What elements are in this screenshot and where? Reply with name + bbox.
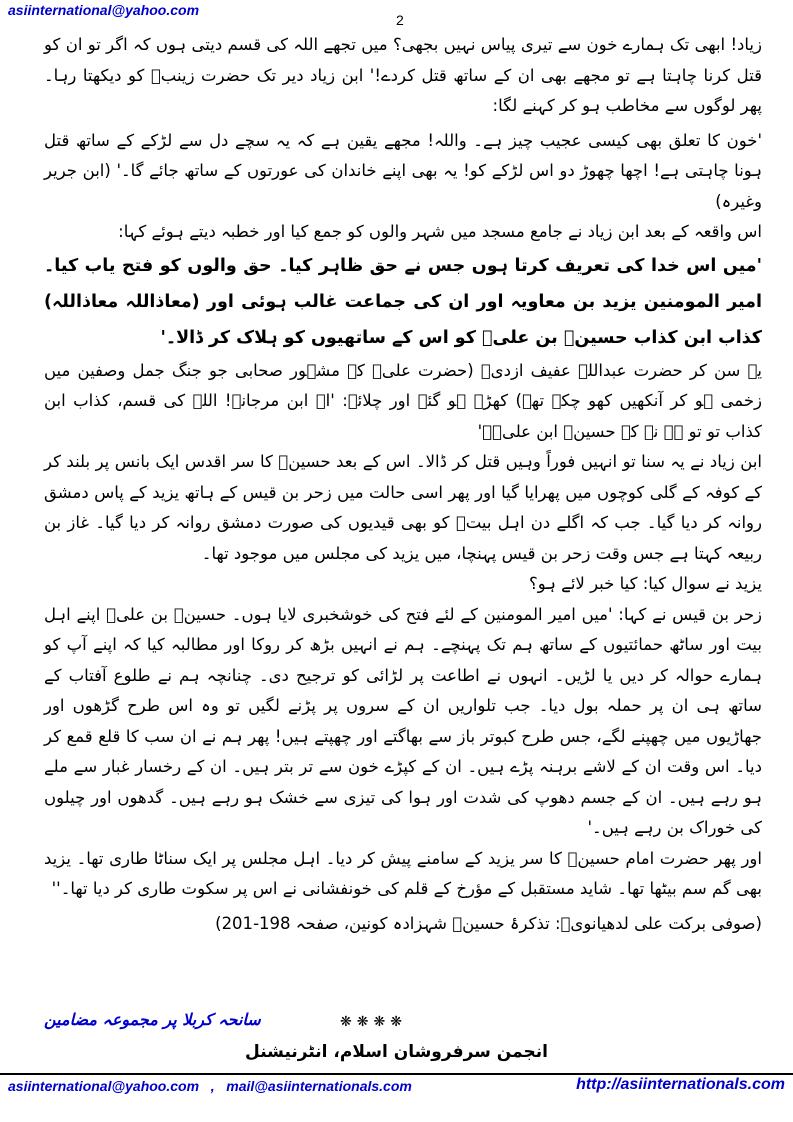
- ornament-divider: ❋❋❋❋: [340, 1014, 407, 1030]
- paragraph-7: یزید نے سوال کیا: کیا خبر لائے ہو؟: [528, 574, 762, 593]
- paragraph-8: زحر بن قیس نے کہا: 'میں امیر المومنین کے لئے فتح کی خوشخبری لایا ہوں۔ حسینؓ بن علیؓ اپنے اہل بیت اور ساٹھ حمائتیوں کے ساتھ ہم تک پہنچے۔ ہم نے انہیں بڑھ کر روکا اور مطالبہ کیا کہ اپنے آپ کو ہمارے حوالہ کر دیں یا لڑیں۔ انہوں نے اطاعت پر لڑائی کو ترجیح دی۔ چنانچہ ہم نے طلوع آفتاب کے ساتھ ہی ان پر حملہ بول دیا۔ جب تلواریں ان کے سروں پر پڑنے لگیں تو وہ اس طرح گڑھوں اور جھاڑیوں میں چھپنے لگے، جس طرح کبوتر باز سے بھاگتے اور چھپتے ہیں! پھر ہم نے ان سب کا قلع قمع کر دیا۔ اس وقت ان کے لاشے برہنہ پڑے ہیں۔ ان کے کپڑے خون سے تر بتر ہیں۔ ان کے رخسار غبار سے ملے ہو رہے ہیں۔ ان کے جسم دھوپ کی شدت اور ہوا کی تیزی سے خشک ہو رہے ہیں۔ گدھوں اور چیلوں کی خوراک بن رہے ہیں۔': [44, 604, 762, 837]
- paragraph-2: 'خون کا تعلق بھی کیسی عجیب چیز ہے۔ واللہ! مجھے یقین ہے کہ یہ سچے دل سے لڑکے کے ساتھ قتل ہونا چاہتی ہے! اچھا چھوڑ دو اس لڑکے کو! یہ بھی اپنے خاندان کی عورتوں کے ساتھ جائے گا۔' (ابن جریر وغیرہ): [44, 130, 762, 211]
- citation: (صوفی برکت علی لدھیانویؒ: تذکرۂ حسینؓ شہزادہ کونین، صفحہ 198-201): [215, 913, 762, 933]
- header-email[interactable]: asiinternational@yahoo.com: [8, 2, 200, 18]
- paragraph-9: اور پھر حضرت امام حسینؓ کا سر یزید کے سامنے پیش کر دیا۔ اہل مجلس پر ایک سناٹا طاری تھا۔ یزید بھی گم سم بیٹھا تھا۔ شاید مستقبل کے مؤرخ کے قلم کی خونفشانی نے اس پر سکوت طاری کر دیا تھا۔'': [44, 848, 762, 898]
- organization-name: انجمن سرفروشان اسلام، انٹرنیشنل: [245, 1042, 548, 1062]
- footer-website-link[interactable]: http://asiinternationals.com: [576, 1076, 785, 1093]
- paragraph-6: ابن زیاد نے یہ سنا تو انہیں فوراً وہیں قتل کر ڈالا۔ اس کے بعد حسینؓ کا سر اقدس ایک بانس پر بلند کر کے کوفہ کے گلی کوچوں میں پھرایا گیا اور پھر اسی حالت میں زحر بن قیس کے ہاتھ یزید کے پاس دمشق روانہ کر دیا گیا۔ جب کہ اگلے دن اہل بیتؓ کو بھی قیدیوں کی صورت دمشق روانہ کر دیا گیا۔ غاز بن ربیعہ کہتا ہے جس وقت زحر بن قیس پہنچا، میں یزید کی مجلس میں موجود تھا۔: [44, 452, 762, 563]
- paragraph-5: یہ سن کر حضرت عبداللہ عفیف ازدیؓ (حضرت علیؓ کے مشہور صحابی جو جنگ جمل وصفین میں زخمی ہو کر آنکھیں کھو چکے تھے) کھڑے ہو گئے اور چلائے: 'اے ابن مرجانہ! اللہ کی قسم، کذاب ابن کذاب تو تو ہے نہ کہ حسینؓ ابن علیؓ۔': [44, 360, 762, 441]
- paragraph-1: زیاد! ابھی تک ہمارے خون سے تیری پیاس نہیں بجھی؟ میں تجھے اللہ کی قسم دیتی ہوں کہ اگر تو ان کو قتل کرنا چاہتا ہے تو مجھے بھی ان کے ساتھ قتل کردے!' ابن زیاد دیر تک حضرت زینبؓ کو دیکھتا رہا۔ پھر لوگوں سے مخاطب ہو کر کہنے لگا:: [44, 35, 762, 115]
- article-body: [44, 30, 762, 939]
- series-title: سانحہ کربلا پر مجموعہ مضامین: [44, 1010, 261, 1029]
- footer-rule: [0, 1073, 793, 1075]
- khutba-quote: 'میں اس خدا کی تعریف کرتا ہوں جس نے حق ظاہر کیا۔ حق والوں کو فتح یاب کیا۔ امیر المومنین یزید بن معاویہ اور ان کی جماعت غالب ہوئی اور (معاذاللہ معاذاللہ) کذاب ابن کذاب حسینؓ بن علیؓ کو اس کے ساتھیوں کو ہلاک کر ڈالا۔': [44, 255, 762, 348]
- footer-emails[interactable]: asiinternational@yahoo.com , mail@asiinternationals.com: [8, 1078, 412, 1094]
- page-number: 2: [396, 12, 404, 28]
- paragraph-3: اس واقعہ کے بعد ابن زیاد نے جامع مسجد میں شہر والوں کو جمع کیا اور خطبہ دیتے ہوئے کہا:: [118, 222, 762, 241]
